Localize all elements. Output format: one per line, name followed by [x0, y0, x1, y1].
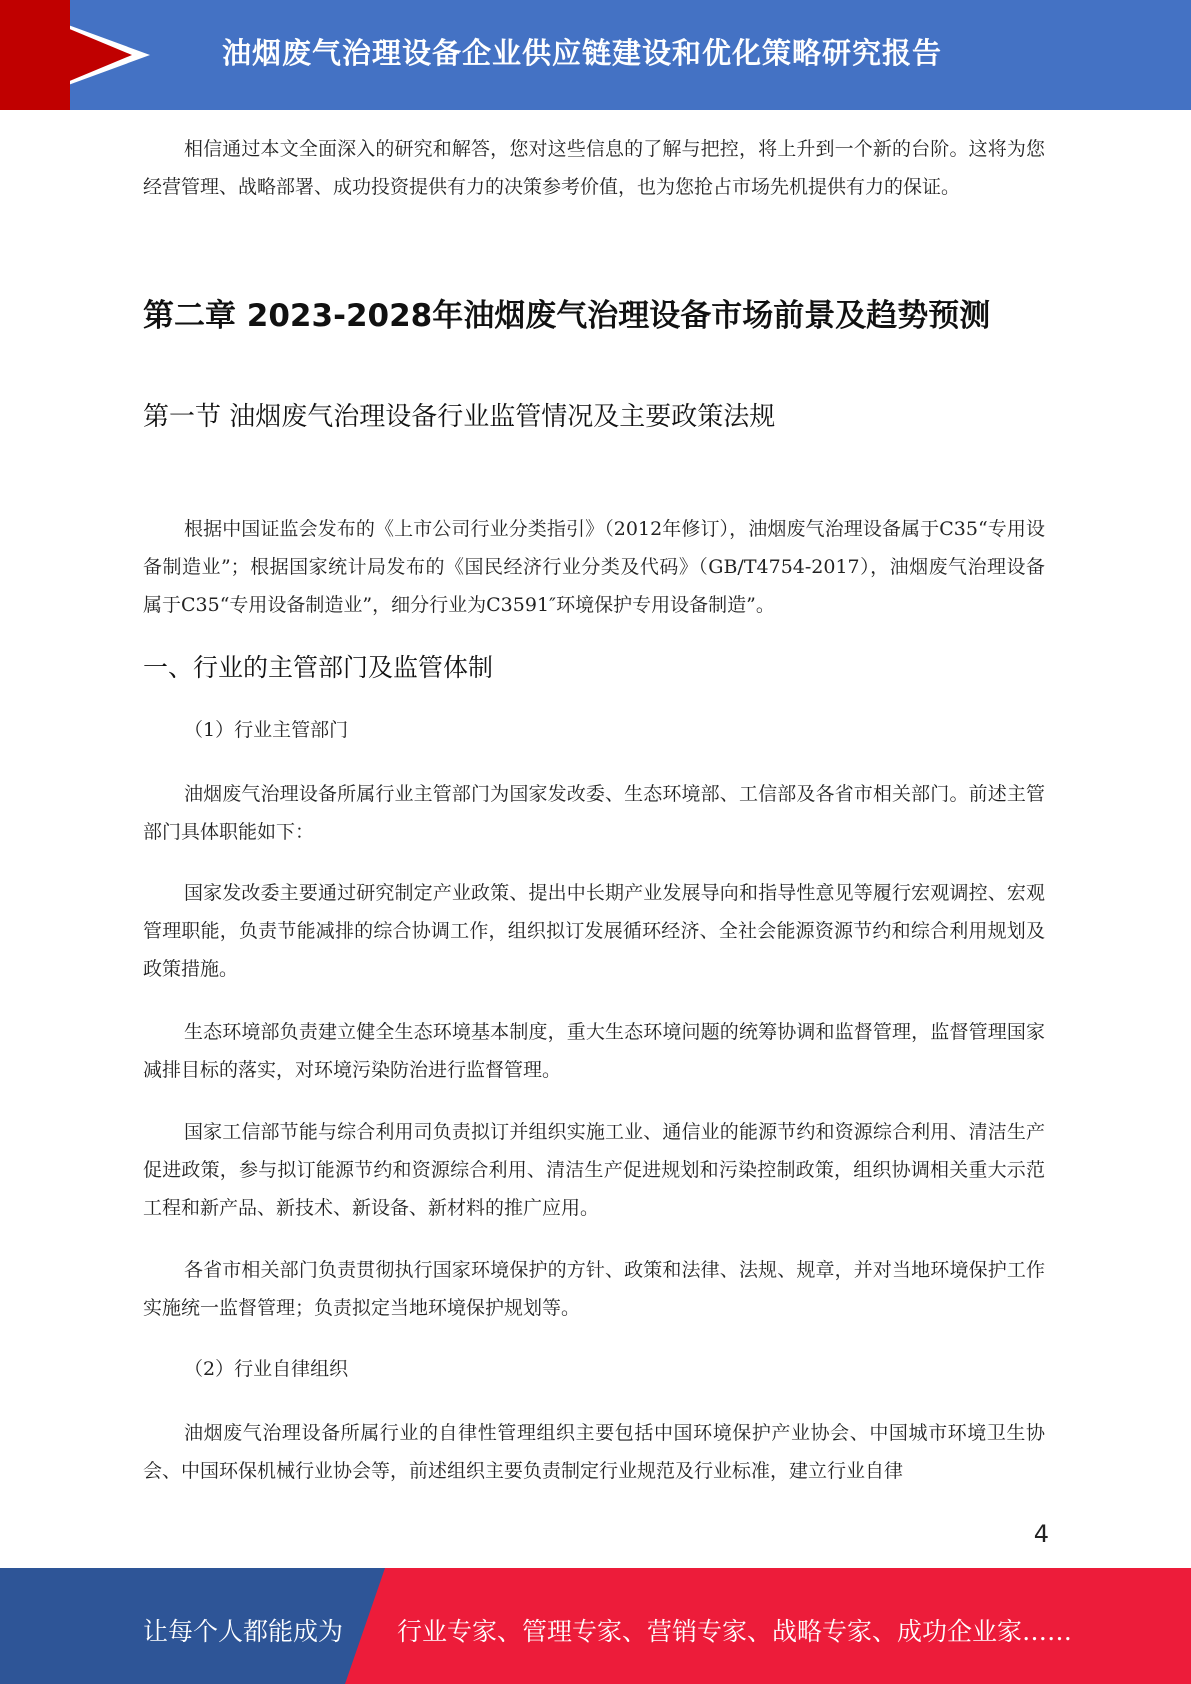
page-footer — [0, 1568, 1191, 1684]
subsection-title: 一、行业的主管部门及监管体制 — [143, 653, 494, 682]
depts-paragraph: 油烟废气治理设备所属行业主管部门为国家发改委、生态环境部、工信部及各省市相关部门。前述主管部门具体职能如下： — [143, 783, 1045, 843]
item1-label: （1）行业主管部门 — [184, 719, 349, 741]
miit-block — [143, 1113, 1045, 1227]
ndrc-block — [143, 874, 1045, 988]
local-block — [143, 1251, 1045, 1327]
intro-paragraph: 相信通过本文全面深入的研究和解答，您对这些信息的了解与把控，将上升到一个新的台阶。这将为您经营管理、战略部署、成功投资提供有力的决策参考价值，也为您抢占市场先机提供有力的保证。 — [143, 138, 1045, 198]
classification-paragraph: 根据中国证监会发布的《上市公司行业分类指引》（2012年修订），油烟废气治理设备属于C35“专用设备制造业”；根据国家统计局发布的《国民经济行业分类及代码》（GB/T4754-2017），油烟废气治理设备属于C35“专用设备制造业”，细分行业为C3591″环境保护专用设备制造”。 — [143, 518, 1045, 616]
footer-blue-slant — [345, 1568, 385, 1684]
page-number: 4 — [1033, 1520, 1049, 1548]
footer-slogan-right: 行业专家、管理专家、营销专家、战略专家、成功企业家…… — [397, 1617, 1073, 1646]
intro-block — [143, 130, 1045, 206]
classification-block — [143, 510, 1045, 624]
item2-label: （2）行业自律组织 — [184, 1358, 349, 1380]
section-title: 第一节 油烟废气治理设备行业监管情况及主要政策法规 — [143, 402, 776, 432]
mee-paragraph: 生态环境部负责建立健全生态环境基本制度，重大生态环境问题的统筹协调和监督管理，监督管理国家减排目标的落实，对环境污染防治进行监督管理。 — [143, 1021, 1045, 1081]
depts-block — [143, 775, 1045, 851]
mee-block — [143, 1013, 1045, 1089]
header-red-arrow — [0, 0, 132, 110]
miit-paragraph: 国家工信部节能与综合利用司负责拟订并组织实施工业、通信业的能源节约和资源综合利用、清洁生产促进政策，参与拟订能源节约和资源综合利用、清洁生产促进规划和污染控制政策，组织协调相关重大示范工程和新产品、新技术、新设备、新材料的推广应用。 — [143, 1121, 1045, 1219]
assoc-paragraph: 油烟废气治理设备所属行业的自律性管理组织主要包括中国环境保护产业协会、中国城市环境卫生协会、中国环保机械行业协会等，前述组织主要负责制定行业规范及行业标准，建立行业自律 — [143, 1422, 1045, 1482]
report-title: 油烟废气治理设备企业供应链建设和优化策略研究报告 — [222, 36, 943, 70]
chapter-title: 第二章 2023-2028年油烟废气治理设备市场前景及趋势预测 — [143, 298, 991, 334]
ndrc-paragraph: 国家发改委主要通过研究制定产业政策、提出中长期产业发展导向和指导性意见等履行宏观调控、宏观管理职能，负责节能减排的综合协调工作，组织拟订发展循环经济、全社会能源资源节约和综合利用规划及政策措施。 — [143, 882, 1045, 980]
page-header — [0, 0, 1191, 110]
footer-slogan-left: 让每个人都能成为 — [143, 1617, 344, 1646]
local-paragraph: 各省市相关部门负责贯彻执行国家环境保护的方针、政策和法律、法规、规章，并对当地环境保护工作实施统一监督管理；负责拟定当地环境保护规划等。 — [143, 1259, 1045, 1319]
assoc-block — [143, 1414, 1045, 1490]
